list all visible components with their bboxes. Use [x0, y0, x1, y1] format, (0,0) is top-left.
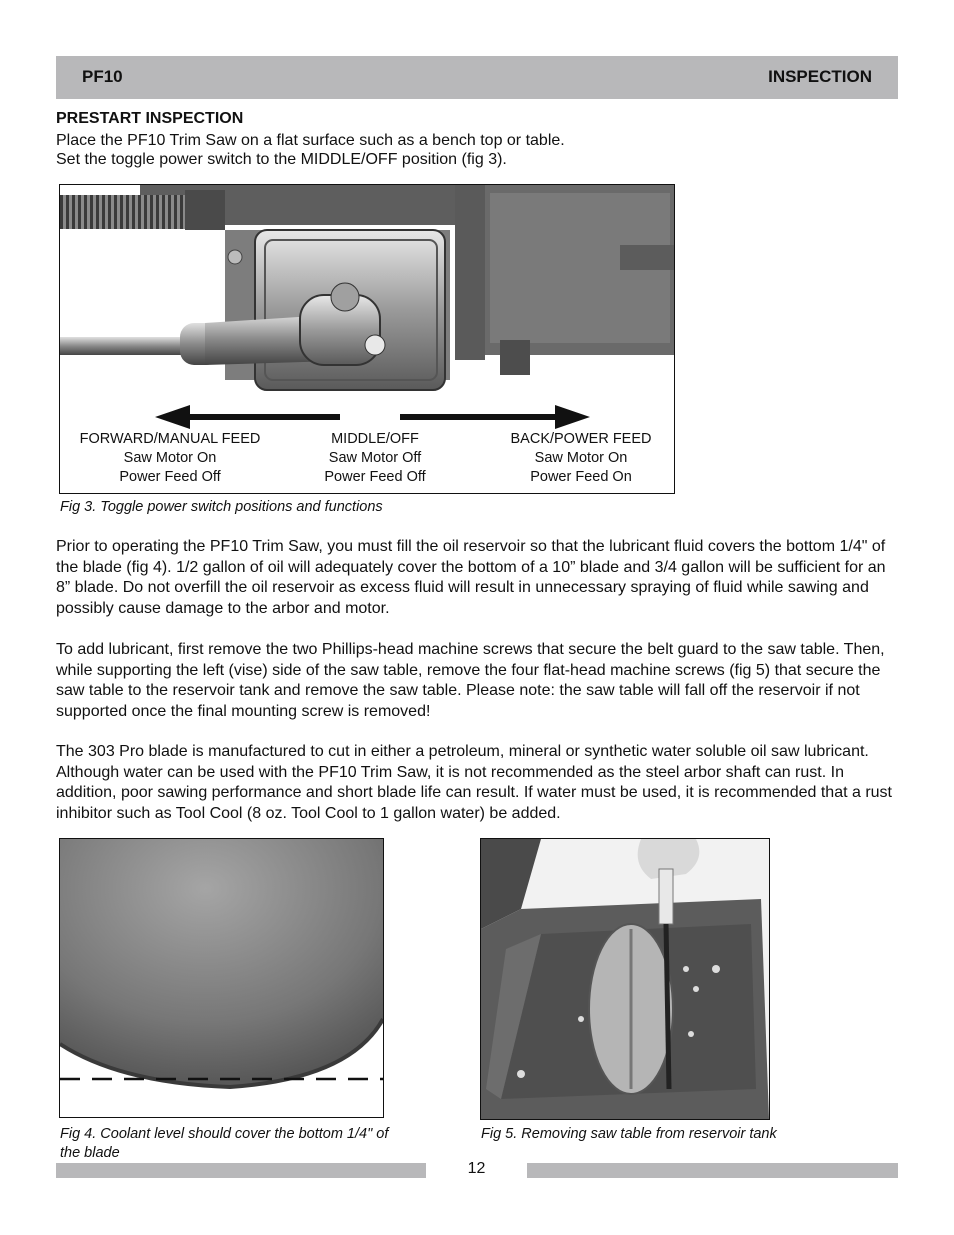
blade-coolant-illustration: [60, 839, 383, 1117]
intro-text: [56, 131, 876, 169]
fig3-toggle-switch-photo: [59, 184, 675, 494]
saw-table-removal-illustration: [481, 839, 769, 1119]
intro-line-2: Set the toggle power switch to the MIDDLE/OFF position (fig 3).: [56, 151, 507, 168]
intro-line-1: Place the PF10 Trim Saw on a flat surface such as a bench top or table.: [56, 132, 565, 149]
fig3-caption: Fig 3. Toggle power switch positions and functions: [60, 499, 383, 515]
footer-bar-left: [56, 1163, 426, 1178]
page-number: 12: [467, 1160, 486, 1177]
paragraph-blade-lubricant: The 303 Pro blade is manufactured to cut in either a petroleum, mineral or synthetic water soluble oil saw lubricant. Although water can be used with the PF10 Trim Saw, it is not recommended as the steel arbor shaft can rust. In addition, poor sawing performance and short blade life can result. If water must be used, it is recommended that a rust inhibitor such as Tool Cool (8 oz. Tool Cool to 1 gallon water) be added.: [56, 743, 892, 822]
section-name: INSPECTION: [768, 67, 872, 86]
position-forward-manual-feed: FORWARD/MANUAL FEED Saw Motor On Power Feed Off: [79, 431, 261, 485]
fig5-caption: Fig 5. Removing saw table from reservoir tank: [481, 1126, 777, 1142]
model-name: PF10: [82, 67, 123, 86]
fig4-blade-photo: [59, 838, 384, 1118]
fig4-caption: Fig 4. Coolant level should cover the bottom 1/4" of the blade: [60, 1126, 389, 1161]
footer-bar-right: [527, 1163, 898, 1178]
fig5-saw-table-photo: [480, 838, 770, 1120]
position-back-power-feed: BACK/POWER FEED Saw Motor On Power Feed On: [510, 431, 652, 485]
position-middle-off: MIDDLE/OFF Saw Motor Off Power Feed Off: [324, 431, 426, 485]
section-title: PRESTART INSPECTION: [56, 110, 244, 127]
paragraph-oil-reservoir: Prior to operating the PF10 Trim Saw, you must fill the oil reservoir so that the lubricant fluid covers the bottom 1/4" of the blade (fig 4). 1/2 gallon of oil will adequately cover the bottom of a 10” blade and 3/4 gallon will be sufficient for an 8” blade. Do not overfill the oil reservoir as excess fluid will result in unnecessary spraying of fluid while sawing and possibly cause damage to the arbor and motor.: [56, 538, 886, 617]
paragraph-add-lubricant: To add lubricant, first remove the two Phillips-head machine screws that secure the belt guard to the saw table. Then, while supporting the left (vise) side of the saw table, remove the four flat-head machine screws (fig 5) that secure the saw table to the reservoir tank and remove the saw table. Please note: the saw table will fall off the reservoir if not supported once the final mounting screw is removed!: [56, 641, 885, 720]
